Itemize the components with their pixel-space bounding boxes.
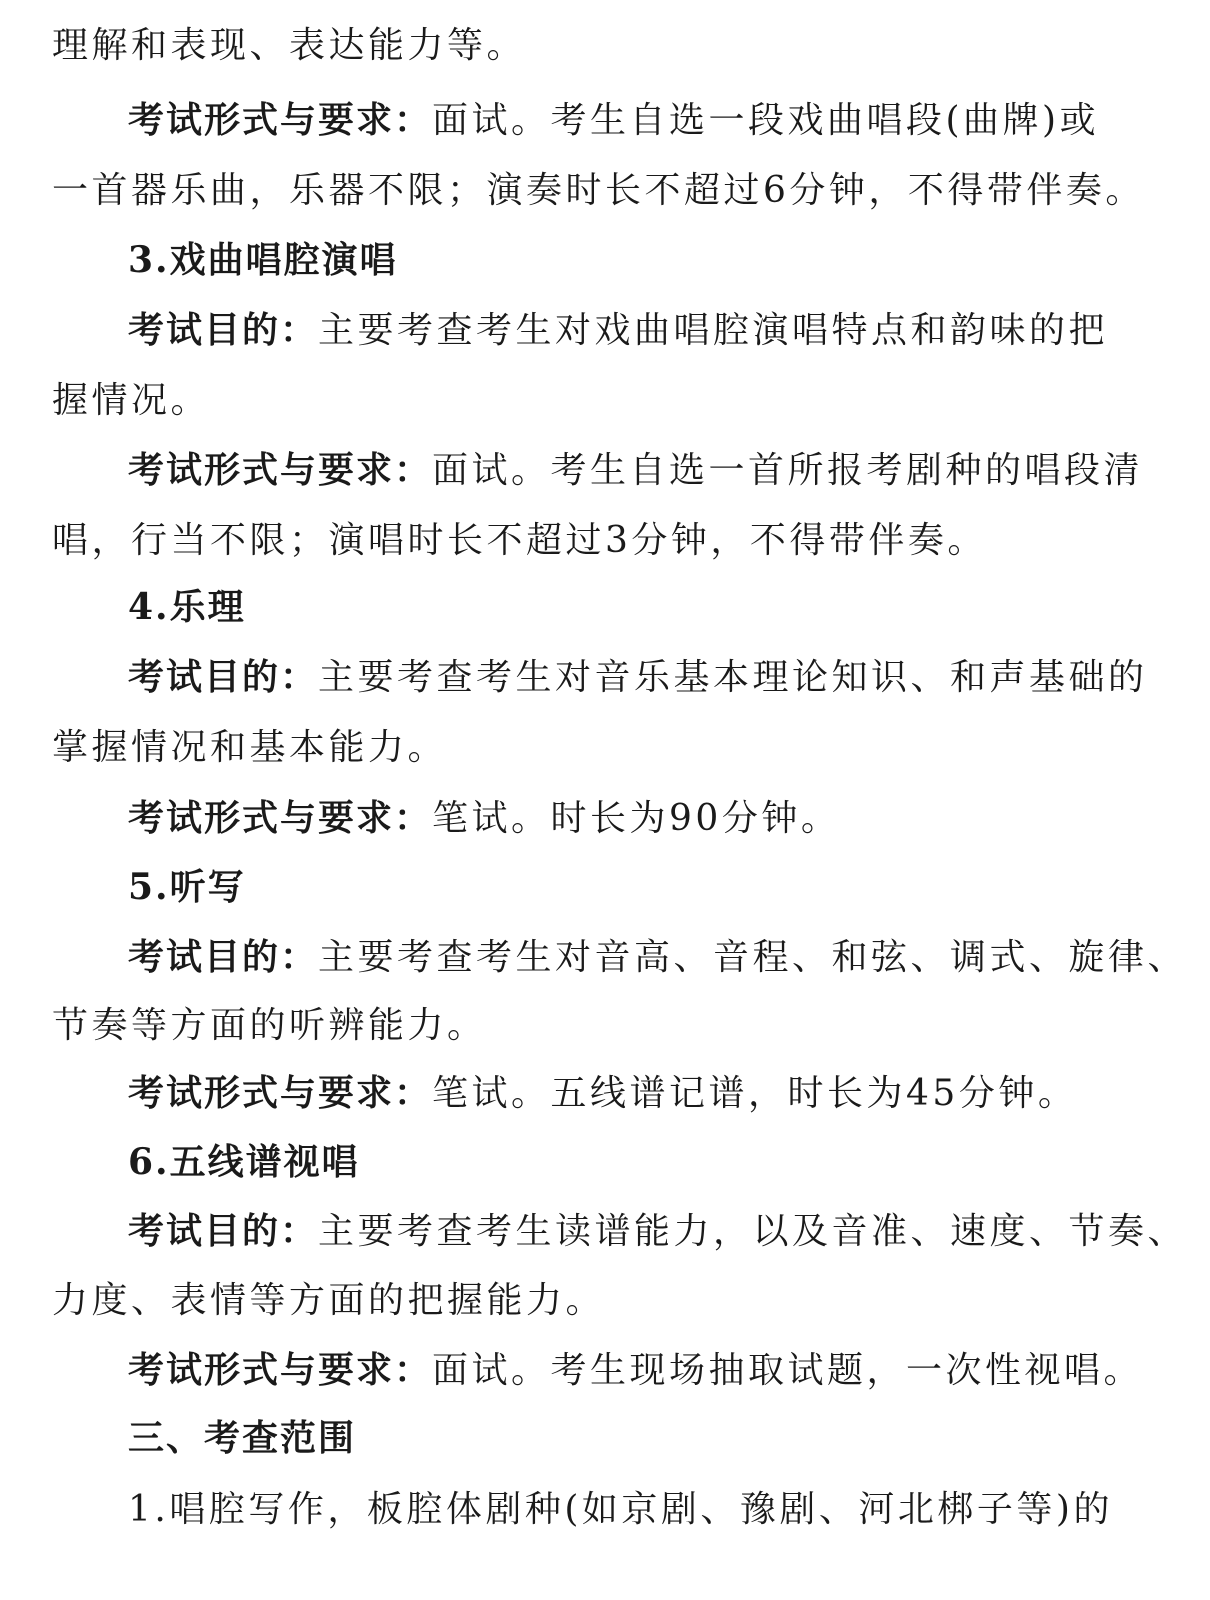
line-text: 面试。考生自选一段戏曲唱段(曲牌)或 [432,100,1100,141]
heading-text: 三、考查范围 [128,1417,357,1459]
section-heading [0,1127,1210,1197]
line-text: 握情况。 [52,380,211,421]
heading-text: 3.戏曲唱腔演唱 [128,239,398,281]
line-text: 节奏等方面的听辨能力。 [52,1005,487,1046]
paragraph-line [0,10,1210,80]
line-text: 主要考查考生对音高、音程、和弦、调式、旋律、 [318,937,1188,978]
paragraph-line [0,922,1210,992]
bold-label: 考试形式与要求： [128,1349,433,1391]
bold-label: 考试目的： [128,1210,319,1252]
paragraph-line [0,1058,1210,1128]
line-text: 笔试。五线谱记谱，时长为45分钟。 [432,1073,1078,1114]
paragraph-line [0,365,1210,435]
paragraph-line [0,1335,1210,1405]
section-heading [0,852,1210,922]
line-text: 面试。考生自选一首所报考剧种的唱段清 [432,450,1144,491]
paragraph-line [0,783,1210,853]
line-text: 掌握情况和基本能力。 [52,727,448,768]
line-text: 主要考查考生读谱能力，以及音准、速度、节奏、 [318,1211,1188,1252]
bold-label: 考试形式与要求： [128,797,433,839]
bold-label: 考试形式与要求： [128,99,433,141]
paragraph-line [0,642,1210,712]
paragraph-line [0,155,1210,225]
paragraph-line [0,295,1210,365]
line-text: 主要考查考生对音乐基本理论知识、和声基础的 [318,657,1148,698]
paragraph-line [0,1196,1210,1266]
bold-label: 考试目的： [128,656,319,698]
line-text: 主要考查考生对戏曲唱腔演唱特点和韵味的把 [318,310,1109,351]
paragraph-line [0,1265,1210,1335]
section-heading [0,572,1210,642]
section-heading [0,225,1210,295]
line-text: 唱，行当不限；演唱时长不超过3分钟，不得带伴奏。 [52,520,987,561]
bold-label: 考试目的： [128,309,319,351]
line-text: 一首器乐曲，乐器不限；演奏时长不超过6分钟，不得带伴奏。 [52,170,1145,211]
paragraph-line [0,712,1210,782]
paragraph-line [0,435,1210,505]
line-text: 1.唱腔写作，板腔体剧种(如京剧、豫剧、河北梆子等)的 [128,1489,1113,1530]
paragraph-line [0,990,1210,1060]
bold-label: 考试形式与要求： [128,1072,433,1114]
line-text: 面试。考生现场抽取试题，一次性视唱。 [432,1350,1144,1391]
paragraph-line [0,85,1210,155]
heading-text: 5.听写 [128,866,246,908]
paragraph-line [0,1474,1210,1544]
line-text: 笔试。时长为90分钟。 [432,798,841,839]
bold-label: 考试目的： [128,936,319,978]
section-heading [0,1403,1210,1473]
heading-text: 6.五线谱视唱 [128,1141,360,1183]
heading-text: 4.乐理 [128,586,246,628]
line-text: 理解和表现、表达能力等。 [52,25,527,66]
bold-label: 考试形式与要求： [128,449,433,491]
line-text: 力度、表情等方面的把握能力。 [52,1280,606,1321]
paragraph-line [0,505,1210,575]
